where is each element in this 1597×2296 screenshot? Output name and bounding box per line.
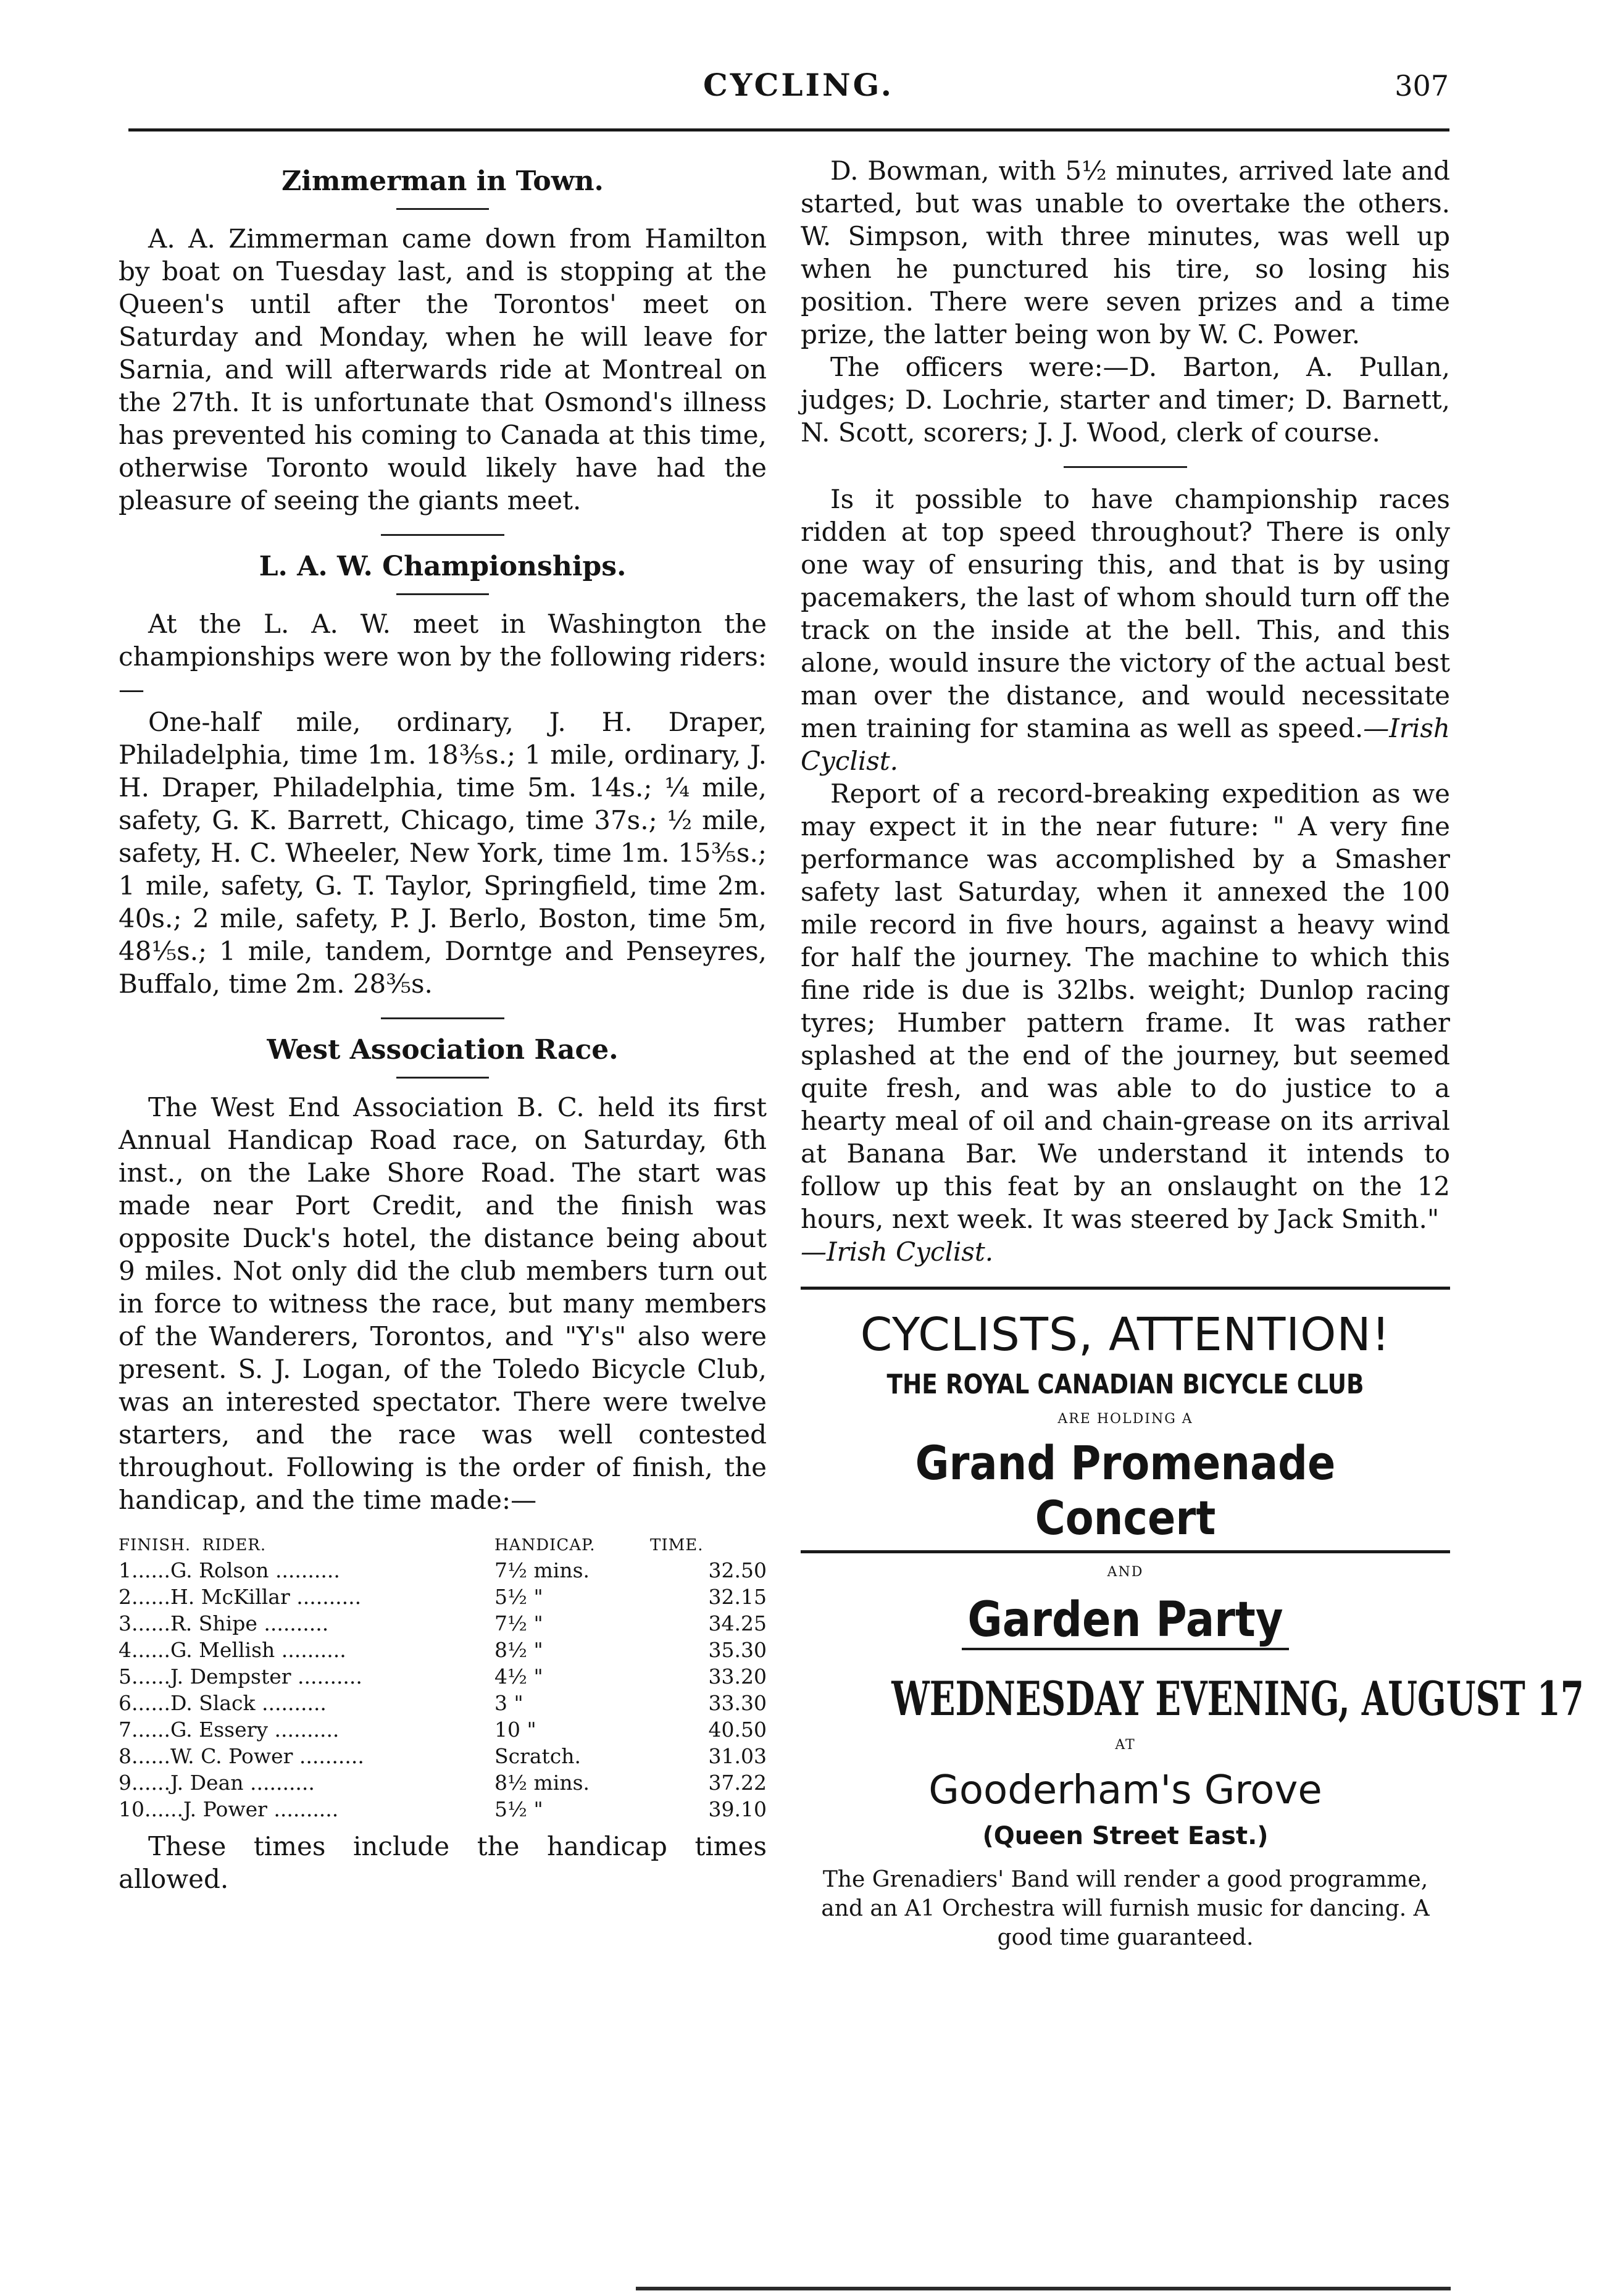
- rider-cell: [119, 1716, 494, 1743]
- dot-leader: ......: [131, 1638, 170, 1662]
- ad-date: WEDNESDAY EVENING, AUGUST 17: [891, 1671, 1584, 1726]
- table-row: [119, 1584, 767, 1610]
- title-underline: [396, 593, 489, 595]
- dot-leader: ......: [131, 1558, 170, 1582]
- header-rider: RIDER.: [202, 1536, 267, 1555]
- right-column: [801, 154, 1584, 1952]
- rider-cell: [119, 1690, 494, 1716]
- time-cell: 32.15: [708, 1585, 767, 1609]
- rider-cell: [119, 1610, 494, 1637]
- record-paragraph: Report of a record-breaking expedition as we may expect it in the near future: " A very fine performance was accomplished by a Smasher safety last Saturday, when it annexed the 100 mile record in five hours, against a heavy wind for half the journey. The machine to which this fine ride is due is 32lbs. weight; Dunlop racing tyres; Humber pattern frame. It was rather splashed at the end of the journey, but seemed quite fresh, and was able to do justice to a hearty meal of oil and chain-grease on its arrival at Banana Bar. We understand it intends to follow up this feat by an onslaught on the 12 hours, next week. It was steered by Jack Smith.": [801, 779, 1450, 1234]
- time-cell: 39.10: [708, 1797, 767, 1821]
- handicap-cell: 8½ ": [494, 1638, 543, 1662]
- table-row: [119, 1557, 767, 1584]
- handicap-cell: 5½ ": [494, 1797, 543, 1821]
- handicap-cell: Scratch.: [494, 1744, 582, 1768]
- handicap-cell: 5½ ": [494, 1585, 543, 1609]
- handicap-cell: 10 ": [494, 1718, 536, 1742]
- time-cell: 31.03: [708, 1744, 767, 1768]
- dot-leader: ..........: [268, 1718, 340, 1742]
- header-finish-rider: [119, 1534, 494, 1557]
- law-title: L. A. W. Championships.: [259, 551, 627, 582]
- dot-leader: ......: [131, 1744, 170, 1768]
- table-row: [119, 1610, 767, 1637]
- handicap-cell: 4½ ": [494, 1664, 543, 1689]
- header-rule: [128, 128, 1449, 131]
- finish-position: 9: [119, 1771, 131, 1795]
- rider-name: D. Slack: [170, 1691, 256, 1715]
- header-time: TIME.: [650, 1536, 704, 1555]
- finish-position: 1: [119, 1558, 131, 1582]
- table-row: [119, 1637, 767, 1663]
- dot-leader: ..........: [293, 1744, 364, 1768]
- rider-cell: [119, 1796, 494, 1822]
- table-row: [119, 1663, 767, 1690]
- rider-name: G. Mellish: [170, 1638, 275, 1662]
- west-title: West Association Race.: [267, 1034, 619, 1066]
- rider-name: J. Dean: [170, 1771, 244, 1795]
- dot-leader: ..........: [257, 1611, 329, 1635]
- dot-leader: ......: [131, 1691, 170, 1715]
- ad-club: THE ROYAL CANADIAN BICYCLE CLUB: [886, 1369, 1364, 1400]
- ad-and: AND: [1107, 1564, 1144, 1580]
- rider-name: H. McKillar: [170, 1585, 290, 1609]
- law-intro: At the L. A. W. meet in Washington the championships were won by the following riders:—: [119, 609, 767, 704]
- title-underline: [396, 208, 489, 210]
- west-body: The West End Association B. C. held its first Annual Handicap Road race, on Saturday, 6th inst., on the Lake Shore Road. The start was made near Port Credit, and the finish was opposite Duck's hotel, the distance being about 9 miles. Not only did the club members turn out in force to witness the race, but many members of the Wanderers, Torontos, and "Y's" also were present. S. J. Logan, of the Toledo Bicycle Club, was an interested spectator. There were twelve starters, and the race was well contested throughout. Following is the order of finish, the handicap, and the time made:—: [119, 1092, 767, 1515]
- dot-leader: ..........: [255, 1691, 327, 1715]
- table-row: [119, 1796, 767, 1822]
- dot-leader: ......: [131, 1611, 170, 1635]
- ad-top-rule: [801, 1287, 1450, 1290]
- zimmerman-body: A. A. Zimmerman came down from Hamilton by boat on Tuesday last, and is stopping at the Queen's until after the Torontos' meet on Saturday and Monday, when he will leave for Sarnia, and will afterwards ride at Montreal on the 27th. It is unfortunate that Osmond's illness has prevented his coming to Canada at this time, otherwise Toronto would likely have had the pleasure of seeing the giants meet.: [119, 223, 767, 516]
- ad-at: AT: [1115, 1737, 1136, 1753]
- dot-leader: ......: [131, 1718, 170, 1742]
- dot-leader: ......: [131, 1664, 170, 1689]
- page-number: 307: [1395, 69, 1449, 102]
- time-cell: 35.30: [708, 1638, 767, 1662]
- rider-name: G. Rolson: [170, 1558, 269, 1582]
- rider-name: W. C. Power: [170, 1744, 293, 1768]
- finish-position: 3: [119, 1611, 131, 1635]
- section-divider: [1064, 466, 1187, 468]
- dot-leader: ......: [131, 1771, 170, 1795]
- rider-cell: [119, 1769, 494, 1796]
- time-cell: 33.20: [708, 1664, 767, 1689]
- zimmerman-title: Zimmerman in Town.: [281, 165, 604, 197]
- time-cell: 32.50: [708, 1558, 767, 1582]
- garden-underline: [962, 1648, 1289, 1650]
- dot-leader: ..........: [275, 1638, 346, 1662]
- ad-headline: CYCLISTS, ATTENTION!: [860, 1308, 1391, 1361]
- handicap-cell: 7½ ": [494, 1611, 543, 1635]
- dot-leader: ..........: [243, 1771, 315, 1795]
- record-source: —Irish Cyclist.: [801, 1237, 994, 1267]
- bowman-paragraph: D. Bowman, with 5½ minutes, arrived late and started, but was unable to overtake the others. W. Simpson, with three minutes, was well up when he punctured his tire, so losing his position. There were seven prizes and a time prize, the latter being won by W. C. Power.: [801, 156, 1450, 349]
- dot-leader: ......: [144, 1797, 183, 1821]
- finish-position: 4: [119, 1638, 131, 1662]
- time-cell: 33.30: [708, 1691, 767, 1715]
- dot-leader: ......: [131, 1585, 170, 1609]
- handicap-cell: 8½ mins.: [494, 1771, 590, 1795]
- rider-cell: [119, 1637, 494, 1663]
- running-header: CYCLING.: [703, 67, 894, 103]
- finish-position: 8: [119, 1744, 131, 1768]
- rider-cell: [119, 1743, 494, 1769]
- section-divider: [381, 534, 504, 536]
- rider-name: R. Shipe: [170, 1611, 257, 1635]
- finish-position: 7: [119, 1718, 131, 1742]
- finish-position: 2: [119, 1585, 131, 1609]
- rider-name: G. Essery: [170, 1718, 269, 1742]
- time-cell: 40.50: [708, 1718, 767, 1742]
- advertisement: [801, 1308, 1584, 1952]
- table-row: [119, 1716, 767, 1743]
- header-handicap: HANDICAP.: [494, 1536, 596, 1555]
- time-cell: 34.25: [708, 1611, 767, 1635]
- ad-rule: [801, 1550, 1450, 1553]
- section-divider: [381, 1017, 504, 1019]
- time-cell: 37.22: [708, 1771, 767, 1795]
- dot-leader: ..........: [291, 1664, 362, 1689]
- handicap-cell: 7½ mins.: [494, 1558, 590, 1582]
- finish-position: 10: [119, 1797, 144, 1821]
- ad-holding: ARE HOLDING A: [1057, 1411, 1193, 1427]
- footer-rule: [636, 2287, 1451, 2290]
- left-column: [119, 154, 767, 1895]
- ad-event-garden: Garden Party: [967, 1592, 1283, 1648]
- finish-position: 5: [119, 1664, 131, 1689]
- dot-leader: ..........: [290, 1585, 362, 1609]
- header-finish: FINISH.: [119, 1536, 191, 1555]
- rider-cell: [119, 1663, 494, 1690]
- dot-leader: ..........: [269, 1558, 340, 1582]
- dot-leader: ..........: [267, 1797, 339, 1821]
- table-row: [119, 1769, 767, 1796]
- pacemakers-source: —Irish Cyclist.: [801, 713, 1450, 776]
- ad-street: (Queen Street East.): [982, 1822, 1269, 1850]
- table-row: [119, 1743, 767, 1769]
- law-body: One-half mile, ordinary, J. H. Draper, Philadelphia, time 1m. 18⅗s.; 1 mile, ordinary, J. H. Draper, Philadelphia, time 5m. 14s.; ¼ mile, safety, G. K. Barrett, Chicago, time 37s.; ½ mile, safety, H. C. Wheeler, New York, time 1m. 15⅗s.; 1 mile, safety, G. T. Taylor, Springfield, time 2m. 40s.; 2 mile, safety, P. J. Berlo, Boston, time 5m, 48⅕s.; 1 mile, tandem, Dorntge and Penseyres, Buffalo, time 2m. 28⅗s.: [119, 707, 767, 999]
- ad-venue: Gooderham's Grove: [928, 1768, 1322, 1813]
- rider-cell: [119, 1557, 494, 1584]
- officers-paragraph: The officers were:—D. Barton, A. Pullan, judges; D. Lochrie, starter and timer; D. Barnett, N. Scott, scorers; J. J. Wood, clerk of course.: [801, 352, 1450, 448]
- results-body: [119, 1557, 767, 1822]
- pacemakers-paragraph: [801, 483, 1450, 777]
- ad-body: The Grenadiers' Band will render a good programme, and an A1 Orchestra will furnish music for dancing. A good time guaranteed.: [821, 1867, 1430, 1950]
- rider-name: J. Dempster: [170, 1664, 291, 1689]
- rider-name: J. Power: [183, 1797, 267, 1821]
- title-underline: [396, 1077, 489, 1079]
- rider-cell: [119, 1584, 494, 1610]
- handicap-cell: 3 ": [494, 1691, 523, 1715]
- finish-position: 6: [119, 1691, 131, 1715]
- ad-event-concert: Grand Promenade Concert: [915, 1435, 1336, 1545]
- results-header-row: [119, 1534, 767, 1557]
- results-table: [119, 1534, 767, 1822]
- pacemakers-text: Is it possible to have championship races ridden at top speed throughout? There is only one way of ensuring this, and that is by using pacemakers, the last of whom should turn off the track on the inside at the bell. This, and this alone, would insure the victory of the actual best man over the distance, and would necessitate men training for stamina as well as speed.: [801, 484, 1450, 743]
- west-closing: These times include the handicap times allowed.: [119, 1831, 767, 1894]
- table-row: [119, 1690, 767, 1716]
